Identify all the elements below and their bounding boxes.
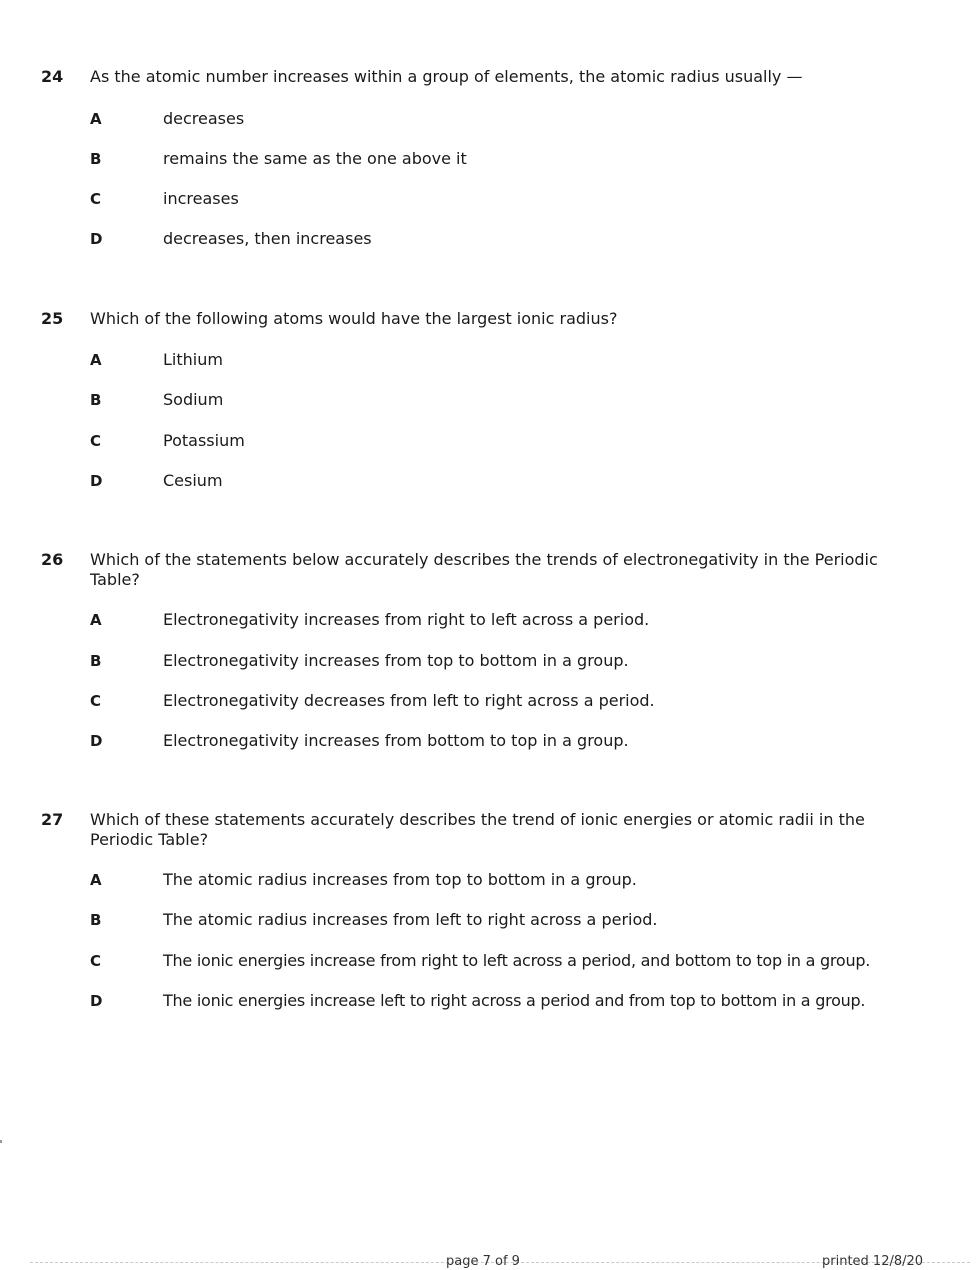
option-letter: D	[90, 230, 103, 248]
option-letter: C	[90, 190, 102, 208]
option-27-a[interactable]	[0, 870, 979, 892]
option-letter: D	[90, 992, 103, 1010]
option-text: Electronegativity decreases from left to right across a period.	[163, 691, 655, 710]
option-27-d[interactable]	[0, 991, 979, 1013]
option-25-c[interactable]	[0, 431, 979, 453]
page-number: page 7 of 9	[446, 1254, 520, 1269]
option-text: decreases	[163, 109, 245, 128]
option-26-b[interactable]	[0, 651, 979, 673]
option-letter: D	[90, 732, 103, 750]
question-number: 24	[41, 67, 64, 86]
question-text: As the atomic number increases within a group of elements, the atomic radius usually —	[90, 67, 803, 86]
option-text: The atomic radius increases from top to bottom in a group.	[163, 870, 637, 889]
option-25-a[interactable]	[0, 350, 979, 372]
option-letter: C	[90, 952, 102, 970]
question-number: 25	[41, 309, 64, 328]
option-letter: A	[90, 611, 102, 629]
option-text: remains the same as the one above it	[163, 149, 467, 168]
option-text: The atomic radius increases from left to right across a period.	[163, 910, 658, 929]
option-text: The ionic energies increase from right to left across a period, and bottom to top in a group.	[163, 951, 871, 970]
option-26-c[interactable]	[0, 691, 979, 713]
option-26-d[interactable]	[0, 731, 979, 753]
question-text: Which of the following atoms would have the largest ionic radius?	[90, 309, 618, 328]
option-24-a[interactable]	[0, 109, 979, 131]
option-letter: A	[90, 871, 102, 889]
option-text: Cesium	[163, 471, 223, 490]
option-24-c[interactable]	[0, 189, 979, 211]
option-letter: B	[90, 391, 102, 409]
option-letter: C	[90, 692, 102, 710]
option-24-b[interactable]	[0, 149, 979, 171]
option-letter: C	[90, 432, 102, 450]
option-letter: A	[90, 351, 102, 369]
option-letter: B	[90, 911, 102, 929]
option-text: Potassium	[163, 431, 245, 450]
option-text: decreases, then increases	[163, 229, 372, 248]
option-27-c[interactable]	[0, 951, 979, 973]
question-number: 26	[41, 550, 64, 569]
option-26-a[interactable]	[0, 610, 979, 632]
option-text: Electronegativity increases from bottom to top in a group.	[163, 731, 629, 750]
question-number: 27	[41, 810, 64, 829]
question-text: Which of these statements accurately describes the trend of ionic energies or atomic radii in the Periodic Table?	[90, 810, 865, 849]
question-text: Which of the statements below accurately describes the trends of electronegativity in the Periodic Table?	[90, 550, 878, 589]
option-27-b[interactable]	[0, 910, 979, 932]
option-text: Electronegativity increases from right to left across a period.	[163, 610, 650, 629]
option-text: increases	[163, 189, 239, 208]
option-text: The ionic energies increase left to right across a period and from top to bottom in a group.	[163, 991, 866, 1010]
printed-date: printed 12/8/20	[822, 1254, 924, 1269]
option-25-d[interactable]	[0, 471, 979, 493]
option-text: Electronegativity increases from top to bottom in a group.	[163, 651, 629, 670]
option-25-b[interactable]	[0, 390, 979, 412]
option-24-d[interactable]	[0, 229, 979, 251]
option-letter: B	[90, 150, 102, 168]
option-letter: D	[90, 472, 103, 490]
option-text: Sodium	[163, 390, 224, 409]
option-letter: B	[90, 652, 102, 670]
option-letter: A	[90, 110, 102, 128]
scan-edge-mark	[0, 1140, 2, 1143]
option-text: Lithium	[163, 350, 223, 369]
